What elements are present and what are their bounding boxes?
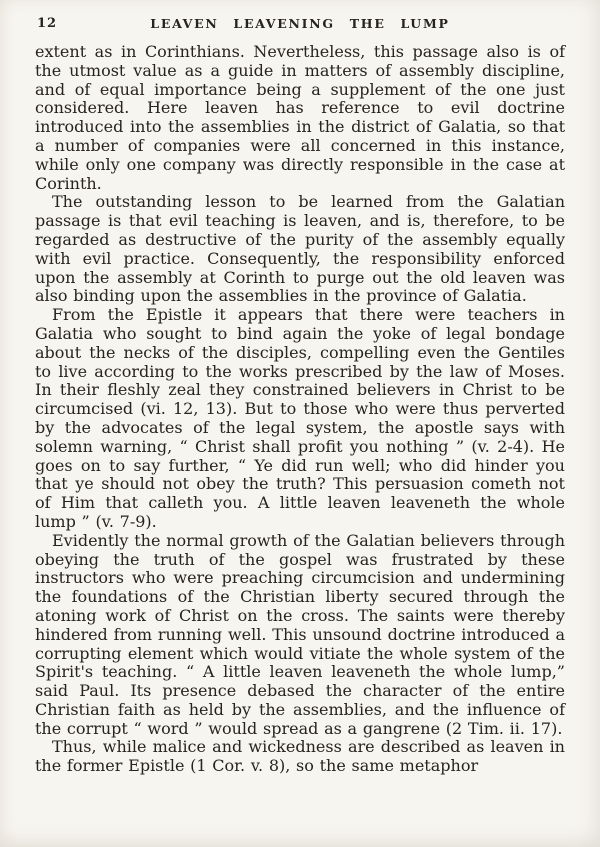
page-number: 12 [37, 16, 58, 31]
paragraph: The outstanding lesson to be learned from the Galatian passage is that evil teaching is leaven, and is, therefore, to be regarded as destructive of the purity of the assembly equally with evil practice. Consequently, the responsibility enforced upon the assembly at Corinth to purge out the old leaven was also binding upon the assemblies in the province of Galatia. [35, 192, 565, 306]
running-title: LEAVEN LEAVENING THE LUMP [150, 16, 450, 31]
paragraph: Evidently the normal growth of the Galatian believers through obeying the truth of the gospel was frustrated by these instructors who were preaching circumcision and undermining the foundations of the Christian liberty secured through the atoning work of Christ on the cross. The saints were thereby hindered from running well. This unsound doctrine introduced a corrupting element which would vitiate the whole system of the Spirit's teaching. “ A little leaven leaveneth the whole lump,” said Paul. Its presence debased the character of the entire Christian faith as held by the assemblies, and the influence of the corrupt “ word ” would spread as a gangrene (2 Tim. ii. 17). [35, 530, 565, 738]
paragraph: Thus, while malice and wickedness are described as leaven in the former Epistle (1 Cor. v. 8), so the same metaphor [35, 737, 565, 776]
paragraph: From the Epistle it appears that there were teachers in Galatia who sought to bind again the yoke of legal bondage about the necks of the disciples, compelling even the Gentiles to live according to the works prescribed by the law of Moses. In their fleshly zeal they constrained believers in Christ to be circumcised (vi. 12, 13). But to those who were thus perverted by the advocates of the legal system, the apostle says with solemn warning, “ Christ shall profit you nothing ” (v. 2-4). He goes on to say further, “ Ye did run well; who did hinder you that ye should not obey the truth? This persuasion cometh not of Him that calleth you. A little leaven leaveneth the whole lump ” (v. 7-9). [35, 305, 565, 531]
paragraph: extent as in Corinthians. Nevertheless, this passage also is of the utmost value as a guide in matters of assembly discipline, and of equal importance being a supplement of the one just considered. Here leaven has reference to evil doctrine introduced into the assemblies in the district of Galatia, so that a number of companies were all concerned in this instance, while only one company was directly responsible in the case at Corinth. [35, 42, 565, 193]
page-header [35, 14, 565, 34]
page-body [35, 43, 565, 776]
